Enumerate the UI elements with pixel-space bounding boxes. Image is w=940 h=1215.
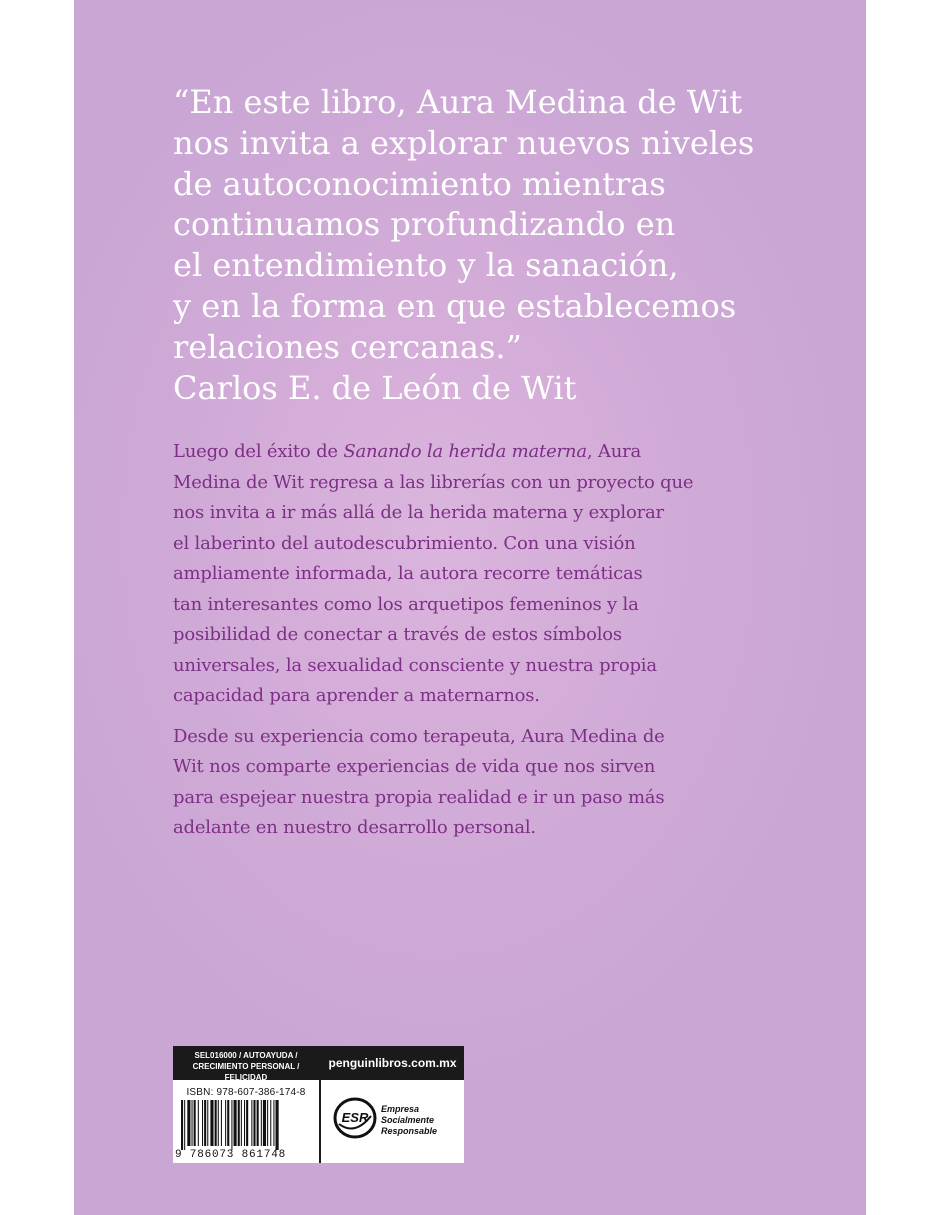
quote-line: de autoconocimiento mientras: [173, 164, 666, 203]
quote-line: continuamos profundizando en: [173, 205, 676, 244]
barcode-stripe: [244, 1100, 245, 1146]
quote-line: relaciones cercanas.”: [173, 327, 522, 366]
barcode-stripe: [221, 1100, 222, 1146]
barcode-stripe: [234, 1100, 237, 1146]
description-line: tan interesantes como los arquetipos femeninos y la: [173, 593, 639, 615]
barcode-stripe: [202, 1100, 203, 1146]
description-line: adelante en nuestro desarrollo personal.: [173, 817, 536, 838]
esr-line: Socialmente: [381, 1115, 435, 1125]
barcode-stripe: [187, 1100, 190, 1146]
barcode-stripe: [181, 1100, 183, 1150]
line-text: , Aura: [586, 441, 642, 462]
line-text: Luego del éxito de: [173, 441, 344, 462]
barcode-stripe: [204, 1100, 206, 1146]
barcode-stripe: [192, 1100, 193, 1146]
barcode-stripe: [194, 1100, 196, 1146]
description-line: Wit nos comparte experiencias de vida que nos sirven: [173, 756, 656, 777]
esr-label: [381, 1104, 461, 1137]
barcode-stripe: [261, 1100, 262, 1146]
quote-line: nos invita a explorar nuevos niveles: [173, 123, 755, 162]
barcode-stripe: [225, 1100, 226, 1146]
description-line: universales, la sexualidad consciente y nuestra propia: [173, 654, 657, 676]
barcode-digits: 9 786073 861748: [175, 1149, 287, 1161]
publisher-website: penguinlibros.com.mx: [328, 1056, 457, 1070]
category-line: CRECIMIENTO PERSONAL / FELICIDAD: [192, 1062, 300, 1082]
description-paragraph-2: [173, 722, 793, 844]
quote-line: y en la forma en que establecemos: [173, 286, 737, 325]
description-line: capacidad para aprender a maternarnos.: [173, 685, 540, 706]
barcode-stripe: [215, 1100, 217, 1146]
description-line: posibilidad de conectar a través de estos símbolos: [173, 624, 622, 645]
quote-line: el entendimiento y la sanación,: [173, 246, 679, 285]
esr-line: Responsable: [381, 1126, 438, 1136]
barcode-stripe: [238, 1100, 240, 1146]
barcode-stripe: [251, 1100, 252, 1146]
barcode-stripe: [270, 1100, 271, 1146]
barcode-stripe: [207, 1100, 208, 1146]
description-line: [173, 437, 793, 468]
barcode-stripe: [273, 1100, 274, 1146]
isbn-label: ISBN: 978-607-386-174-8: [186, 1087, 306, 1098]
barcode-stripe: [276, 1100, 279, 1150]
description-line: el laberinto del autodescubrimiento. Con una visión: [173, 532, 636, 554]
quote-author: Carlos E. de León de Wit: [173, 368, 577, 407]
barcode-stripe: [241, 1100, 242, 1146]
barcode-icon: [181, 1100, 313, 1150]
barcode-stripe: [263, 1100, 266, 1146]
book-title-reference: Sanando la herida materna: [343, 441, 587, 462]
barcode-stripe: [253, 1100, 255, 1146]
esr-logo-icon: [333, 1096, 377, 1140]
description-paragraph-1: [173, 437, 793, 712]
barcode-stripe: [218, 1100, 219, 1146]
subject-category: [173, 1050, 319, 1083]
barcode-stripe: [267, 1100, 268, 1146]
description-line: ampliamente informada, la autora recorre temáticas: [173, 563, 643, 584]
barcode-stripe: [231, 1100, 232, 1150]
esr-line: Empresa: [381, 1104, 420, 1114]
barcode-stripe: [198, 1100, 199, 1146]
barcode-stripe: [257, 1100, 259, 1146]
barcode-panel: [173, 1046, 464, 1163]
barcode-stripe: [246, 1100, 248, 1146]
category-line: SEL016000 / AUTOAYUDA /: [194, 1051, 298, 1060]
barcode-stripe: [184, 1100, 185, 1150]
description-line: Desde su experiencia como terapeuta, Aura Medina de: [173, 725, 665, 747]
endorsement-quote: [173, 82, 813, 408]
barcode-stripe: [210, 1100, 213, 1146]
barcode-stripe: [227, 1100, 229, 1146]
description-line: para espejear nuestra propia realidad e ir un paso más: [173, 786, 665, 808]
quote-line: “En este libro, Aura Medina de Wit: [173, 83, 743, 121]
esr-logo-text: ESR: [341, 1110, 369, 1125]
description-line: Medina de Wit regresa a las librerías con un proyecto que: [173, 471, 694, 493]
description-line: nos invita a ir más allá de la herida materna y explorar: [173, 502, 664, 523]
book-description: [173, 437, 793, 844]
book-back-cover: [74, 0, 866, 1215]
